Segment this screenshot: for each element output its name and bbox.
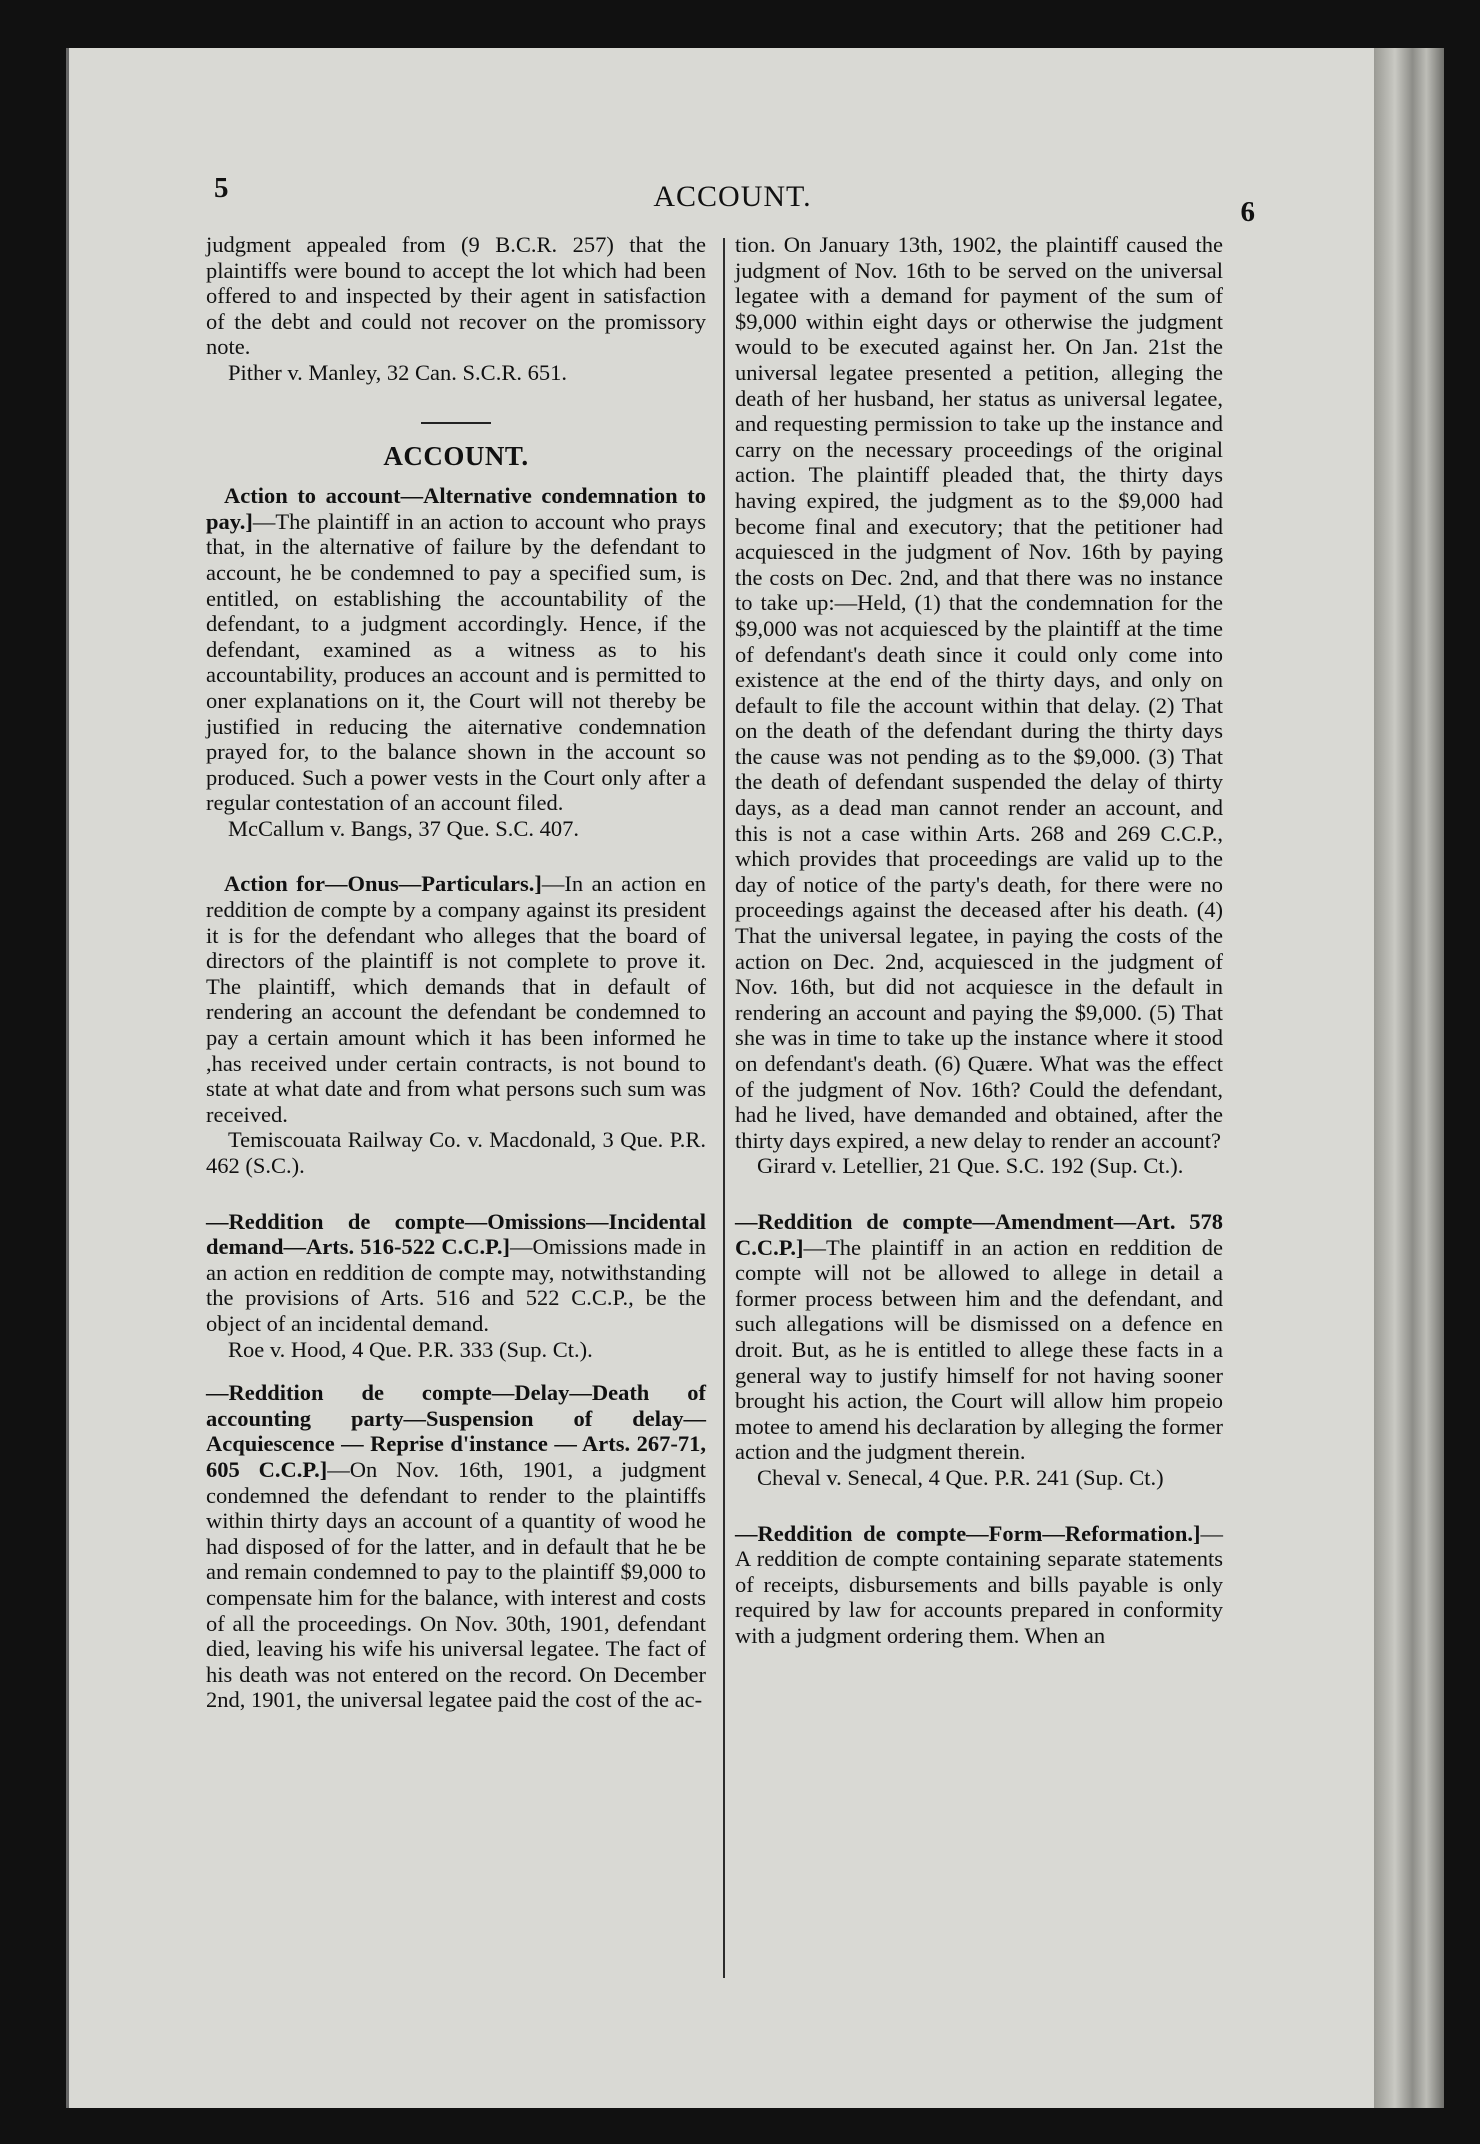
left-column — [206, 232, 706, 1713]
entry-heading: —Reddition de compte—Form—Reformation.] — [735, 1520, 1201, 1546]
entry-heading: —Reddition de compte—Omissions—Incidental demand—Arts. 516-522 C.C.P.] — [206, 1208, 706, 1260]
page-number-right: 6 — [1240, 196, 1255, 228]
page-number-left: 5 — [214, 172, 229, 204]
paragraph: tion. On January 13th, 1902, the plaintiff caused the judgment of Nov. 16th to be served on the universal legatee with a demand for payment of the sum of $9,000 within eight days or otherwise the judgment would to be executed against her. On Jan. 21st the universal legatee presented a petition, alleging the death of her husband, her status as universal legatee, and requesting permission to take up the instance and carry on the necessary proceedings of the original action. The plaintiff pleaded that, the thirty days having expired, the judgment as to the $9,000 had become final and executory; that the petitioner had acquiesced in the judgment of Nov. 16th by paying the costs on Dec. 2nd, and that there was no instance to take up:—Held, (1) that the condemnation for the $9,000 was not acquiesced by the plaintiff at the time of defendant's death since it could only come into existence at the end of the thirty days, and only on default to file the account within that delay. (2) That on the death of the defendant during the thirty days the cause was not pending as to the $9,000. (3) That the death of defendant suspended the delay of thirty days, as a dead man cannot render an account, and this is not a case within Arts. 268 and 269 C.C.P., which provides that proceedings are valid up to the day of notice of the party's death, for there were no proceedings against the deceased after his death. (4) That the universal legatee, in paying the costs of the action on Dec. 2nd, acquiesced in the judgment of Nov. 16th, but did not acquiesce in the default in rendering an account and paying the $9,000. (5) That she was in time to take up the instance where it stood on defendant's death. (6) Quære. What was the effect of the judgment of Nov. 16th? Could the defendant, had he lived, have demanded and obtained, after the thirty days expired, a new delay to render an account? — [735, 232, 1223, 1153]
entry-form-reformation — [735, 1521, 1223, 1649]
entry-body: —On Nov. 16th, 1901, a judgment condemned the defendant to render to the plaintiffs within thirty days an account of a quantity of wood he had disposed of for the latter, and in default that he be and remain condemned to pay to the plaintiff $9,000 to compensate him for the balance, with interest and costs of all the proceedings. On Nov. 30th, 1901, defendant died, leaving his wife his universal legatee. The fact of his death was not entered on the record. On December 2nd, 1901, the universal legatee paid the cost of the ac- — [206, 1456, 707, 1713]
right-column — [735, 232, 1223, 1648]
citation: Cheval v. Senecal, 4 Que. P.R. 241 (Sup. Ct.) — [757, 1464, 1164, 1490]
entry-body: —The plaintiff in an action to account who prays that, in the alternative of failure by the defendant to account, he be condemned to pay a specified sum, is entitled, on establishing the accountability of the defendant, to a judgment accordingly. Hence, if the defendant, examined as a witness as to his accountability, produces an account and is permitted to oner explanations on it, the Court will not thereby be justified in reducing the aiternative condemnation prayed for, to the balance shown in the account so produced. Such a power vests in the Court only after a regular contestation of an account filed. — [206, 508, 706, 816]
citation: McCallum v. Bangs, 37 Que. S.C. 407. — [228, 815, 580, 841]
entry-delay-death — [206, 1380, 706, 1713]
citation: Girard v. Letellier, 21 Que. S.C. 192 (Sup. Ct.). — [757, 1153, 1184, 1179]
citation: Pither v. Manley, 32 Can. S.C.R. 651. — [228, 359, 567, 385]
entry-heading: Action to account—Alternative condemnation to pay.] — [206, 483, 706, 534]
entry-heading: —Reddition de compte—Delay—Death of accounting party—Suspension of delay—Acquiescence — Reprise d'instance — Arts. 267-71, 605 C.C.P.] — [206, 1380, 706, 1482]
entry-action-for-onus — [206, 871, 706, 1127]
section-rule — [421, 422, 491, 424]
citation: Temiscouata Railway Co. v. Macdonald, 3 Que. P.R. 462 (S.C.). — [206, 1127, 706, 1178]
entry-body: —In an action en reddition de compte by a company against its president it is for the defendant who alleges that the board of directors of the plaintiff is not complete to prove it. The plaintiff, which demands that in default of rendering an account the defendant be condemned to pay a certain amount which it has been informed he ,has received under certain contracts, is not bound to state at what date and from what persons such sum was received. — [206, 871, 706, 1127]
book-spine — [1374, 48, 1444, 2108]
page-header — [210, 172, 1255, 232]
entry-body: —A reddition de compte containing separate statements of receipts, disbursements and bills payable is only required by law for accounts prepared in conformity with a judgment ordering them. When an — [735, 1520, 1223, 1648]
paragraph: judgment appealed from (9 B.C.R. 257) that the plaintiffs were bound to accept the lot which had been offered to and inspected by their agent in satisfaction of the debt and could not recover on the promissory note. — [206, 232, 706, 360]
running-title: ACCOUNT. — [653, 180, 812, 213]
entry-body: —Omissions made in an action en reddition de compte may, notwithstanding the provisions of Arts. 516 and 522 C.C.P., be the object of an incidental demand. — [206, 1234, 707, 1336]
entry-body: —The plaintiff in an action en reddition de compte will not be allowed to allege in detail a former process between him and the defendant, and such allegations will be dismissed on a defence en droit. But, as he is entitled to allege these facts in a general way to justify himself for not having sooner brought his action, the Court will allow him propeio motee to amend his declaration by alleging the former action and the judgment therein. — [735, 1234, 1223, 1465]
entry-omissions — [206, 1209, 706, 1337]
citation: Roe v. Hood, 4 Que. P.R. 333 (Sup. Ct.). — [228, 1336, 593, 1362]
section-title: ACCOUNT. — [383, 440, 529, 471]
entry-heading: —Reddition de compte—Amendment—Art. 578 C.C.P.] — [735, 1208, 1223, 1260]
entry-action-to-account — [206, 483, 706, 816]
column-divider — [723, 238, 725, 1978]
entry-heading: Action for—Onus—Particulars.] — [224, 871, 542, 897]
entry-amendment — [735, 1209, 1223, 1465]
